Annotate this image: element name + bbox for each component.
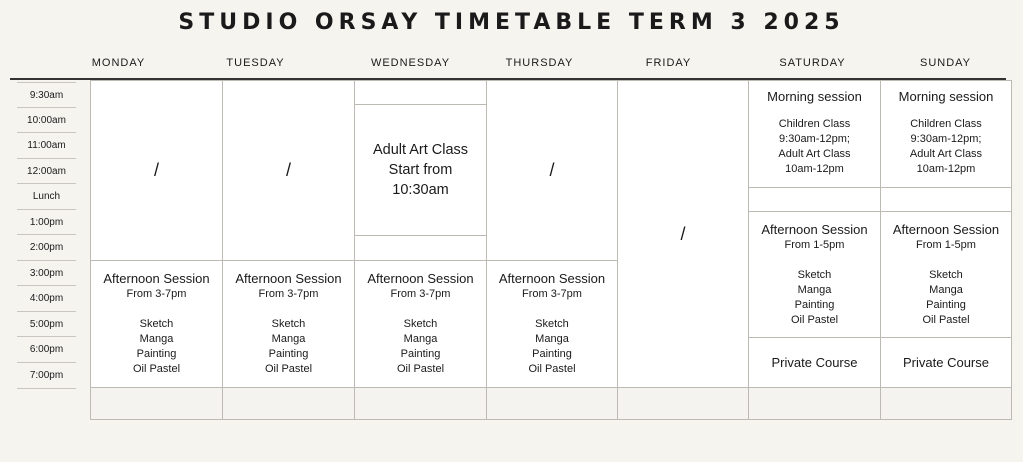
private-course-label: Private Course [771, 354, 858, 370]
sunday-lunch-slot [880, 187, 1012, 212]
class-start-time: 10:30am [392, 182, 449, 198]
time-label: 3:00pm [17, 260, 76, 286]
saturday-lunch-slot [748, 187, 881, 212]
tuesday-afternoon-cell [222, 260, 355, 388]
session-item: Manga [929, 283, 963, 296]
wednesday-afternoon-cell [354, 260, 487, 388]
empty-mark: / [680, 223, 686, 244]
saturday-empty-row [748, 387, 881, 420]
session-line: Children Class [910, 118, 982, 130]
thursday-afternoon-cell [486, 260, 618, 388]
friday-cell [617, 80, 749, 388]
monday-empty-row [90, 387, 223, 420]
class-title: Adult Art Class [372, 142, 469, 158]
session-time: From 3-7pm [390, 288, 451, 300]
session-item: Manga [403, 333, 438, 345]
session-title: Afternoon Session [235, 271, 342, 286]
session-line: Adult Art Class [778, 148, 851, 160]
session-line: 9:30am-12pm; [779, 133, 850, 145]
class-start-label: Start from [388, 162, 453, 178]
wednesday-adult-class-cell [354, 104, 487, 236]
page-title: STUDIO ORSAY TIMETABLE TERM 3 2025 [178, 10, 845, 35]
session-item: Oil Pastel [264, 363, 313, 375]
session-item: Painting [794, 298, 835, 311]
session-item: Manga [797, 283, 832, 296]
session-line: 10am-12pm [785, 163, 844, 175]
day-header-monday: MONDAY [91, 57, 146, 69]
sunday-afternoon-cell [880, 211, 1012, 338]
time-label: 4:00pm [17, 285, 76, 311]
session-item: Oil Pastel [396, 363, 445, 375]
session-title: Morning session [767, 89, 862, 104]
session-item: Painting [400, 348, 441, 360]
sunday-empty-row [880, 387, 1012, 420]
session-item: Manga [535, 333, 569, 345]
session-item: Oil Pastel [790, 313, 839, 326]
session-item: Painting [136, 348, 177, 360]
time-label: 7:00pm [17, 362, 76, 389]
sunday-morning-cell [880, 80, 1012, 188]
friday-empty-row [617, 387, 749, 420]
day-header-sunday: SUNDAY [919, 57, 972, 69]
saturday-morning-cell [748, 80, 881, 188]
empty-mark: / [285, 160, 291, 180]
private-course-label: Private Course [903, 354, 989, 370]
tuesday-morning-cell [222, 80, 355, 261]
session-item: Sketch [139, 318, 174, 330]
time-label: 6:00pm [17, 336, 76, 362]
session-title: Afternoon Session [367, 271, 474, 286]
day-header-tuesday: TUESDAY [226, 57, 285, 69]
empty-mark: / [549, 160, 555, 180]
time-label: 5:00pm [17, 311, 76, 337]
monday-morning-cell [90, 80, 223, 261]
session-time: From 3-7pm [126, 288, 187, 300]
time-label: Lunch [17, 183, 76, 209]
session-line: Adult Art Class [909, 148, 983, 160]
day-header-friday: FRIDAY [645, 57, 692, 69]
session-line: 9:30am-12pm; [910, 133, 982, 145]
time-label: 11:00am [17, 132, 76, 158]
session-item: Painting [268, 348, 309, 360]
session-time: From 3-7pm [522, 288, 582, 300]
session-time: From 3-7pm [258, 288, 319, 300]
session-item: Painting [926, 298, 966, 311]
wednesday-lunch-slot [354, 235, 487, 261]
empty-mark: / [153, 160, 159, 180]
session-item: Sketch [403, 318, 438, 330]
session-time: From 1-5pm [916, 238, 976, 251]
session-item: Manga [139, 333, 174, 345]
thursday-empty-row [486, 387, 618, 420]
time-label: 10:00am [17, 107, 76, 133]
sunday-private-course-cell [880, 337, 1012, 388]
session-item: Sketch [535, 318, 569, 330]
session-title: Afternoon Session [103, 271, 210, 286]
session-title: Afternoon Session [498, 271, 606, 286]
tuesday-empty-row [222, 387, 355, 420]
wednesday-early-slot [354, 80, 487, 105]
time-label: 12:00am [17, 158, 76, 184]
time-label: 2:00pm [17, 234, 76, 260]
session-time: From 1-5pm [784, 238, 845, 251]
session-item: Oil Pastel [922, 313, 970, 326]
day-header-thursday: THURSDAY [505, 57, 574, 69]
day-header-saturday: SATURDAY [779, 57, 846, 69]
session-item: Manga [271, 333, 306, 345]
session-line: 10am-12pm [916, 163, 976, 175]
session-item: Oil Pastel [132, 363, 181, 375]
session-item: Oil Pastel [528, 363, 576, 375]
session-title: Morning session [898, 89, 994, 104]
session-item: Painting [532, 348, 572, 360]
session-title: Afternoon Session [761, 221, 868, 237]
time-label: 9:30am [17, 82, 76, 108]
saturday-private-course-cell [748, 337, 881, 388]
session-item: Sketch [797, 268, 832, 281]
saturday-afternoon-cell [748, 211, 881, 338]
session-title: Afternoon Session [892, 221, 1000, 237]
session-line: Children Class [778, 118, 851, 130]
wednesday-empty-row [354, 387, 487, 420]
day-header-wednesday: WEDNESDAY [370, 57, 451, 69]
monday-afternoon-cell [90, 260, 223, 388]
thursday-morning-cell [486, 80, 618, 261]
session-item: Sketch [929, 268, 963, 281]
time-label: 1:00pm [17, 209, 76, 235]
session-item: Sketch [271, 318, 306, 330]
